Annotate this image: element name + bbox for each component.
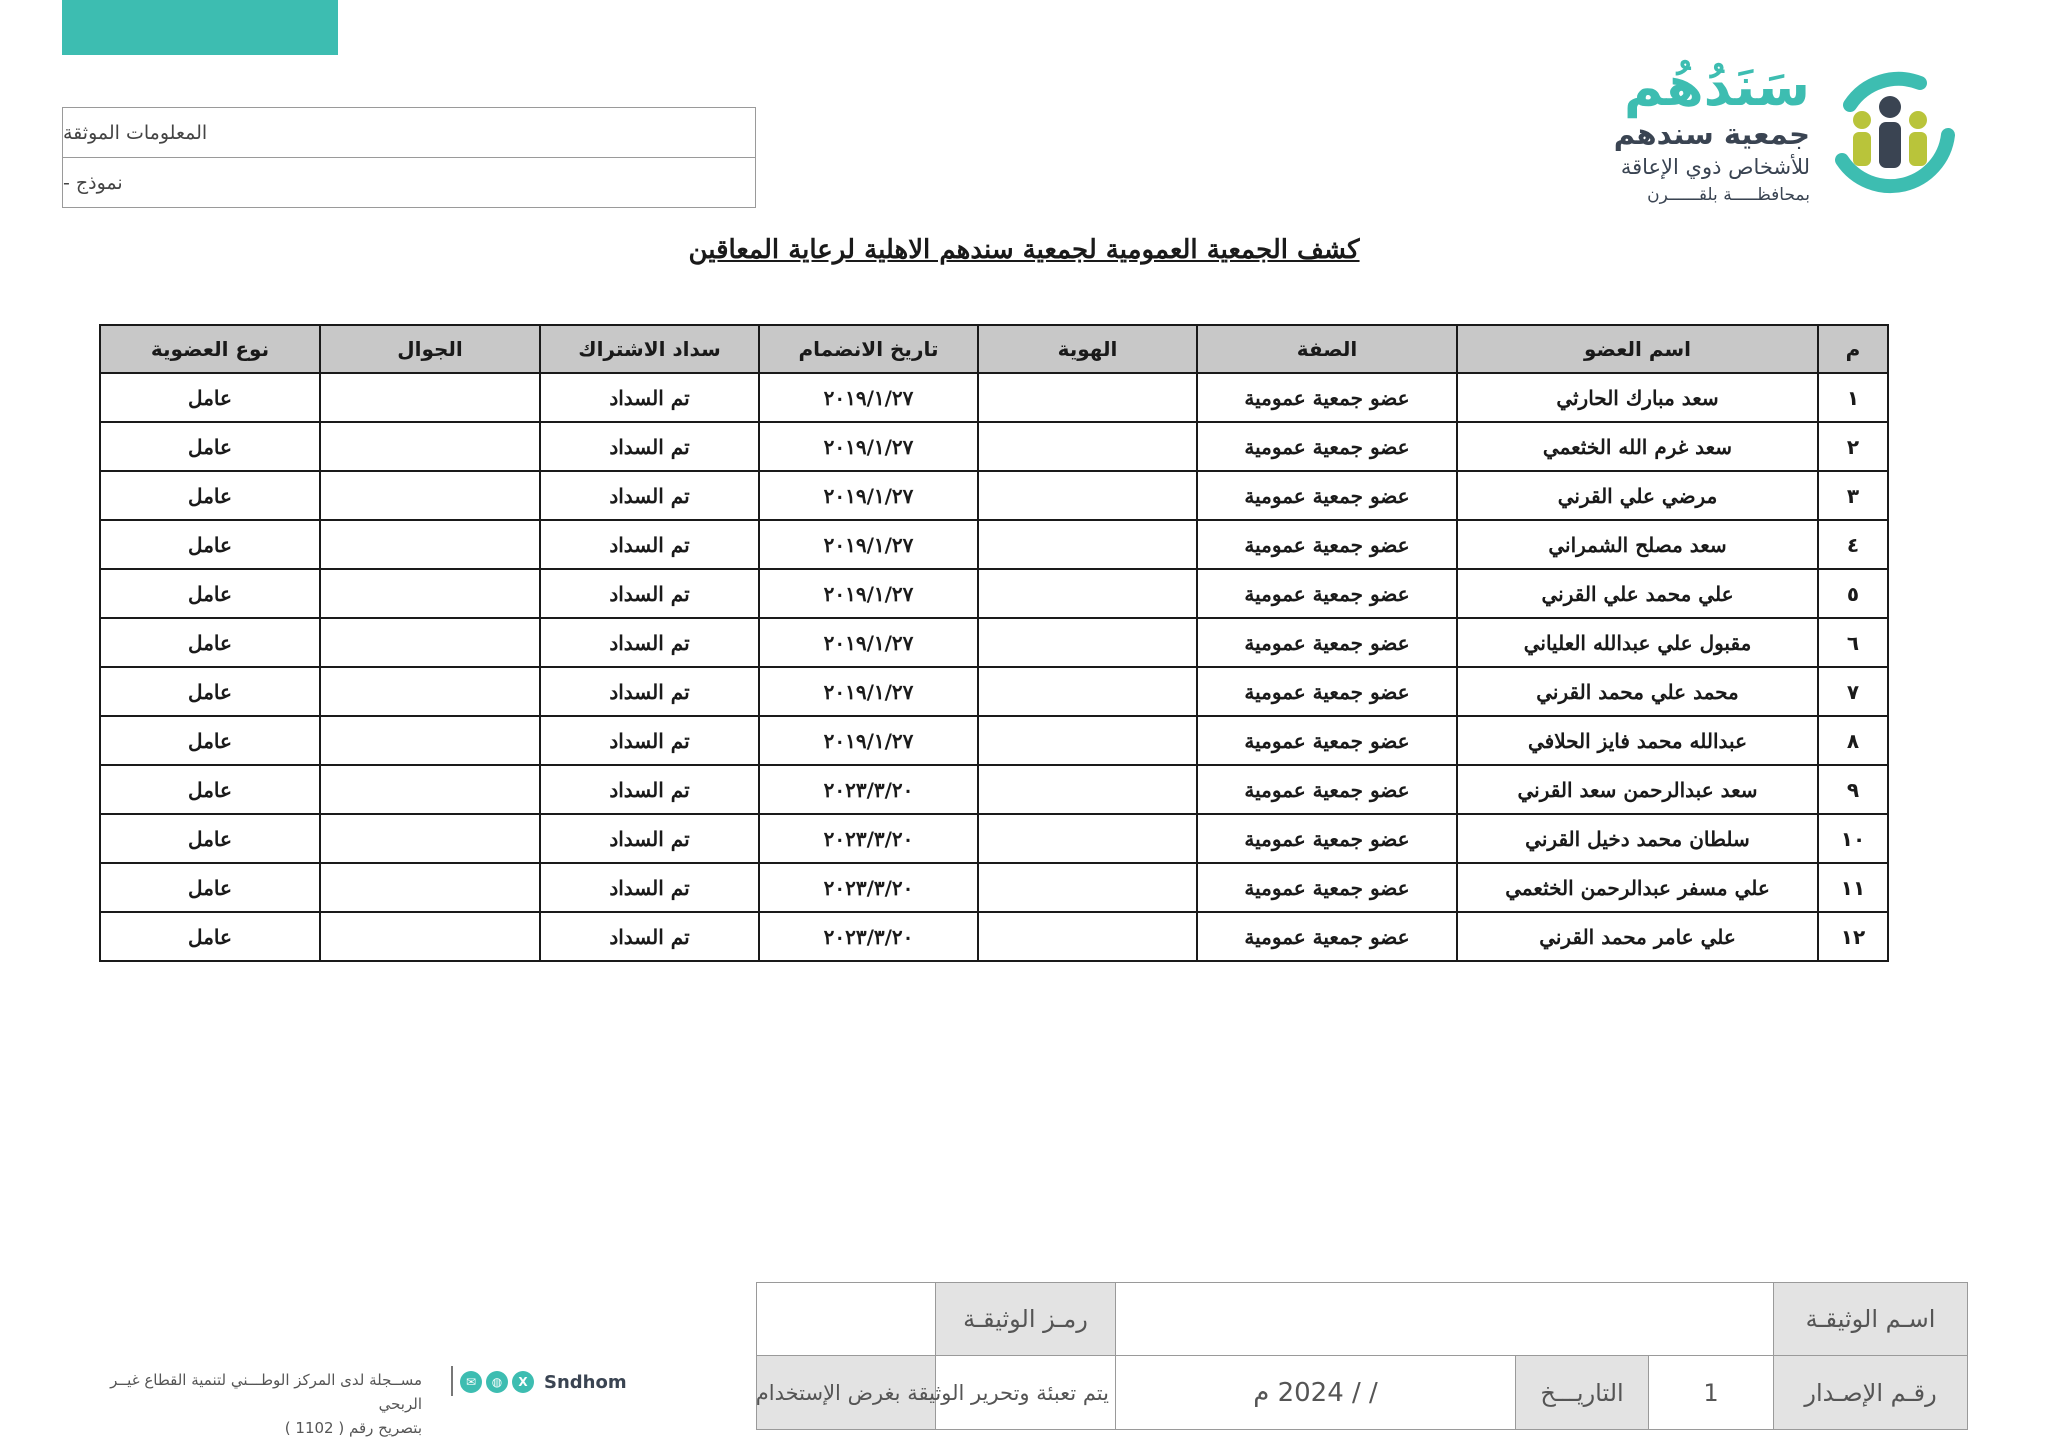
cell-mobile bbox=[320, 422, 540, 471]
doc-code-value bbox=[757, 1283, 936, 1356]
table-row bbox=[100, 569, 1888, 618]
logo-subtitle: للأشخاص ذوي الإعاقة bbox=[1620, 155, 1810, 179]
header-payment: سداد الاشتراك bbox=[540, 325, 759, 373]
cell-role: عضو جمعية عمومية bbox=[1197, 373, 1457, 422]
cell-membership-type: عامل bbox=[100, 520, 320, 569]
cell-member-name: سعد عبدالرحمن سعد القرني bbox=[1457, 765, 1818, 814]
cell-index: ٧ bbox=[1818, 667, 1888, 716]
table-row bbox=[100, 912, 1888, 961]
cell-index: ٩ bbox=[1818, 765, 1888, 814]
permit-line: بتصريح رقم ( 1102 ) bbox=[284, 1419, 422, 1437]
cell-mobile bbox=[320, 814, 540, 863]
globe-icon[interactable]: ◍ bbox=[486, 1371, 508, 1393]
table-row bbox=[100, 765, 1888, 814]
cell-mobile bbox=[320, 520, 540, 569]
cell-role: عضو جمعية عمومية bbox=[1197, 471, 1457, 520]
cell-id bbox=[978, 765, 1197, 814]
cell-role: عضو جمعية عمومية bbox=[1197, 618, 1457, 667]
cell-id bbox=[978, 667, 1197, 716]
table-row bbox=[100, 471, 1888, 520]
registration-note bbox=[62, 1368, 422, 1440]
cell-member-name: علي محمد علي القرني bbox=[1457, 569, 1818, 618]
header-role: الصفة bbox=[1197, 325, 1457, 373]
cell-member-name: سلطان محمد دخيل القرني bbox=[1457, 814, 1818, 863]
table-row bbox=[100, 814, 1888, 863]
cell-index: ٦ bbox=[1818, 618, 1888, 667]
cell-mobile bbox=[320, 618, 540, 667]
info-line-verified: المعلومات الموثقة bbox=[63, 108, 755, 158]
header-membership-type: نوع العضوية bbox=[100, 325, 320, 373]
cell-id bbox=[978, 863, 1197, 912]
cell-membership-type: عامل bbox=[100, 814, 320, 863]
members-table bbox=[99, 324, 1889, 962]
cell-mobile bbox=[320, 863, 540, 912]
cell-member-name: مرضي علي القرني bbox=[1457, 471, 1818, 520]
cell-id bbox=[978, 520, 1197, 569]
table-row bbox=[100, 863, 1888, 912]
logo-wordmark: سَنَدُهُم bbox=[1623, 55, 1810, 118]
cell-member-name: علي عامر محمد القرني bbox=[1457, 912, 1818, 961]
cell-payment: تم السداد bbox=[540, 716, 759, 765]
doc-name-label: اسـم الوثيقـة bbox=[1774, 1283, 1968, 1356]
cell-join-date: ٢٠١٩/١/٢٧ bbox=[759, 569, 978, 618]
cell-member-name: سعد مصلح الشمراني bbox=[1457, 520, 1818, 569]
header-id: الهوية bbox=[978, 325, 1197, 373]
header-member-name: اسم العضو bbox=[1457, 325, 1818, 373]
organization-logo bbox=[1613, 55, 1960, 215]
cell-role: عضو جمعية عمومية bbox=[1197, 422, 1457, 471]
cell-index: ١٠ bbox=[1818, 814, 1888, 863]
cell-join-date: ٢٠١٩/١/٢٧ bbox=[759, 667, 978, 716]
cell-join-date: ٢٠٢٣/٣/٢٠ bbox=[759, 814, 978, 863]
top-accent-bar bbox=[62, 0, 338, 55]
cell-membership-type: عامل bbox=[100, 765, 320, 814]
cell-payment: تم السداد bbox=[540, 912, 759, 961]
cell-payment: تم السداد bbox=[540, 520, 759, 569]
cell-member-name: عبدالله محمد فايز الحلافي bbox=[1457, 716, 1818, 765]
info-box bbox=[62, 107, 756, 208]
registration-line: مســجلة لدى المركز الوطـــني لتنمية القطاع غيــر الربحي bbox=[110, 1371, 422, 1413]
social-links bbox=[460, 1370, 627, 1394]
cell-index: ١١ bbox=[1818, 863, 1888, 912]
cell-payment: تم السداد bbox=[540, 422, 759, 471]
cell-index: ١٢ bbox=[1818, 912, 1888, 961]
header-index: م bbox=[1818, 325, 1888, 373]
issue-number-label: رقـم الإصـدار bbox=[1774, 1356, 1968, 1430]
table-row bbox=[100, 422, 1888, 471]
cell-role: عضو جمعية عمومية bbox=[1197, 569, 1457, 618]
cell-id bbox=[978, 471, 1197, 520]
cell-membership-type: عامل bbox=[100, 667, 320, 716]
cell-mobile bbox=[320, 667, 540, 716]
cell-member-name: سعد غرم الله الخثعمي bbox=[1457, 422, 1818, 471]
cell-mobile bbox=[320, 912, 540, 961]
cell-payment: تم السداد bbox=[540, 618, 759, 667]
cell-id bbox=[978, 814, 1197, 863]
cell-id bbox=[978, 618, 1197, 667]
cell-index: ٣ bbox=[1818, 471, 1888, 520]
cell-id bbox=[978, 912, 1197, 961]
issue-number-value: 1 bbox=[1649, 1356, 1774, 1430]
doc-code-label: رمـز الوثيقـة bbox=[936, 1283, 1116, 1356]
logo-city: بمحافظـــــة بلقــــــرن bbox=[1647, 185, 1810, 205]
cell-payment: تم السداد bbox=[540, 471, 759, 520]
cell-index: ٥ bbox=[1818, 569, 1888, 618]
cell-member-name: علي مسفر عبدالرحمن الخثعمي bbox=[1457, 863, 1818, 912]
logo-org-name: جمعية سندهم bbox=[1613, 117, 1810, 151]
cell-mobile bbox=[320, 471, 540, 520]
cell-role: عضو جمعية عمومية bbox=[1197, 863, 1457, 912]
cell-membership-type: عامل bbox=[100, 863, 320, 912]
cell-id bbox=[978, 373, 1197, 422]
table-body bbox=[100, 373, 1888, 961]
cell-join-date: ٢٠١٩/١/٢٧ bbox=[759, 716, 978, 765]
table-row bbox=[100, 520, 1888, 569]
doc-name-value bbox=[1116, 1283, 1774, 1356]
document-title: كشف الجمعية العمومية لجمعية سندهم الاهلية لرعاية المعاقين bbox=[688, 235, 1360, 265]
info-line-form: نموذج - bbox=[63, 172, 123, 194]
cell-index: ٢ bbox=[1818, 422, 1888, 471]
cell-member-name: مقبول علي عبدالله العلياني bbox=[1457, 618, 1818, 667]
header-mobile: الجوال bbox=[320, 325, 540, 373]
header-join-date: تاريخ الانضمام bbox=[759, 325, 978, 373]
date-value: / / 2024 م bbox=[1116, 1356, 1516, 1430]
cell-role: عضو جمعية عمومية bbox=[1197, 667, 1457, 716]
cell-join-date: ٢٠٢٣/٣/٢٠ bbox=[759, 912, 978, 961]
cell-membership-type: عامل bbox=[100, 422, 320, 471]
cell-payment: تم السداد bbox=[540, 667, 759, 716]
table-row bbox=[100, 716, 1888, 765]
cell-mobile bbox=[320, 373, 540, 422]
cell-role: عضو جمعية عمومية bbox=[1197, 912, 1457, 961]
cell-id bbox=[978, 569, 1197, 618]
cell-member-name: محمد علي محمد القرني bbox=[1457, 667, 1818, 716]
table-header-row bbox=[100, 325, 1888, 373]
document-footer-table bbox=[756, 1282, 1968, 1430]
logo-people-icon bbox=[1820, 65, 1960, 205]
cell-payment: تم السداد bbox=[540, 814, 759, 863]
cell-membership-type: عامل bbox=[100, 912, 320, 961]
cell-id bbox=[978, 422, 1197, 471]
cell-mobile bbox=[320, 716, 540, 765]
cell-role: عضو جمعية عمومية bbox=[1197, 765, 1457, 814]
cell-membership-type: عامل bbox=[100, 716, 320, 765]
cell-payment: تم السداد bbox=[540, 569, 759, 618]
cell-payment: تم السداد bbox=[540, 765, 759, 814]
cell-join-date: ٢٠١٩/١/٢٧ bbox=[759, 520, 978, 569]
cell-join-date: ٢٠٢٣/٣/٢٠ bbox=[759, 863, 978, 912]
table-row bbox=[100, 373, 1888, 422]
table-row bbox=[100, 618, 1888, 667]
cell-membership-type: عامل bbox=[100, 618, 320, 667]
table-row bbox=[100, 667, 1888, 716]
cell-join-date: ٢٠١٩/١/٢٧ bbox=[759, 422, 978, 471]
cell-index: ٤ bbox=[1818, 520, 1888, 569]
cell-payment: تم السداد bbox=[540, 373, 759, 422]
usage-note: يتم تعبئة وتحرير الوثيقة بغرض الإستخدام bbox=[936, 1356, 1116, 1430]
footer-divider bbox=[451, 1366, 453, 1396]
cell-mobile bbox=[320, 569, 540, 618]
cell-membership-type: عامل bbox=[100, 373, 320, 422]
cell-role: عضو جمعية عمومية bbox=[1197, 814, 1457, 863]
cell-join-date: ٢٠١٩/١/٢٧ bbox=[759, 373, 978, 422]
cell-join-date: ٢٠١٩/١/٢٧ bbox=[759, 618, 978, 667]
cell-member-name: سعد مبارك الحارثي bbox=[1457, 373, 1818, 422]
email-icon[interactable]: ✉ bbox=[460, 1371, 482, 1393]
social-handle: Sndhom bbox=[544, 1371, 627, 1393]
cell-membership-type: عامل bbox=[100, 569, 320, 618]
cell-join-date: ٢٠١٩/١/٢٧ bbox=[759, 471, 978, 520]
cell-membership-type: عامل bbox=[100, 471, 320, 520]
cell-id bbox=[978, 716, 1197, 765]
date-label: التاريـــخ bbox=[1516, 1356, 1649, 1430]
cell-payment: تم السداد bbox=[540, 863, 759, 912]
cell-join-date: ٢٠٢٣/٣/٢٠ bbox=[759, 765, 978, 814]
cell-index: ١ bbox=[1818, 373, 1888, 422]
x-icon[interactable]: X bbox=[512, 1371, 534, 1393]
cell-role: عضو جمعية عمومية bbox=[1197, 520, 1457, 569]
cell-index: ٨ bbox=[1818, 716, 1888, 765]
cell-role: عضو جمعية عمومية bbox=[1197, 716, 1457, 765]
cell-mobile bbox=[320, 765, 540, 814]
